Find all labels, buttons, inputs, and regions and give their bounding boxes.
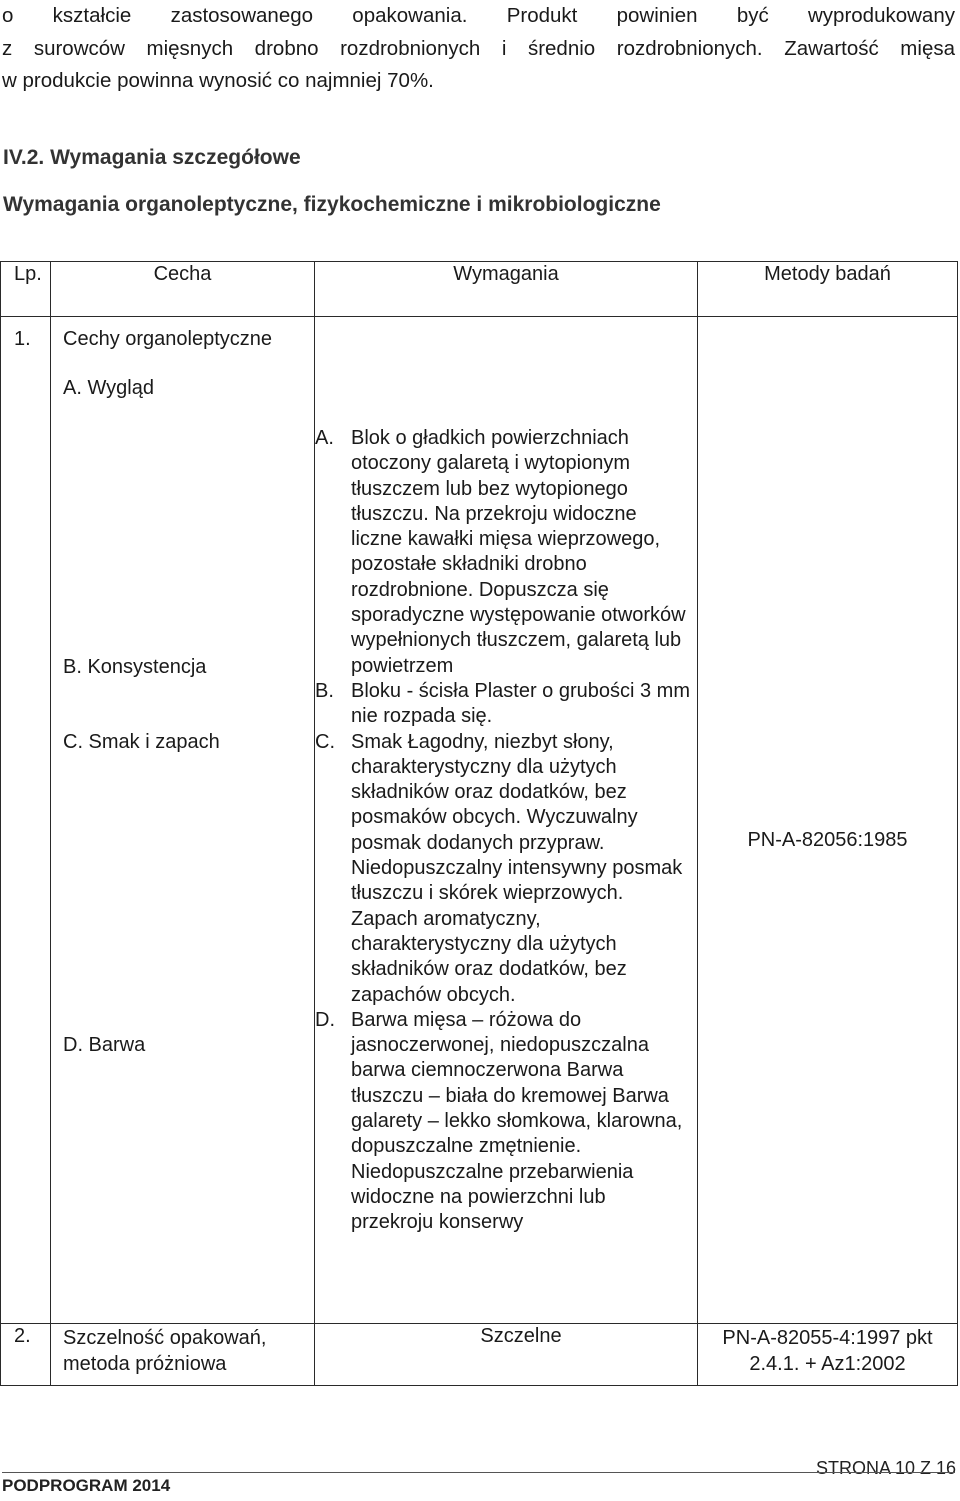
req-b-letter: B. — [315, 679, 334, 702]
feature-color: D. Barwa — [63, 1034, 146, 1057]
req-a-text: Blok o gładkich powierzchniach otoczony galaretą i wytopionym tłuszczem lub bez wytopionego tłuszczu. Na przekroju widoczne liczne kawałki mięsa wieprzowego, pozostałe składniki drobno rozdrobnione. Dopuszcza się sporadyczne występowanie otworków wypełnionych tłuszczem, galaretą lub powietrzem — [351, 427, 686, 677]
subsection-title: Wymagania organoleptyczne, fizykochemiczne i mikrobiologiczne — [3, 193, 661, 216]
intro-paragraph — [2, 0, 955, 98]
requirement-color — [315, 1008, 697, 1236]
row1-method: PN-A-82056:1985 — [698, 317, 958, 1324]
row1-cecha — [51, 317, 315, 1324]
row2-method: PN-A-82055-4:1997 pkt 2.4.1. + Az1:2002 — [698, 1324, 958, 1386]
header-wymagania: Wymagania — [315, 262, 698, 317]
intro-line-1: o kształcie zastosowanego opakowania. Produkt powinien być wyprodukowany — [2, 4, 955, 27]
section-title: IV.2. Wymagania szczegółowe — [3, 146, 301, 169]
req-a-letter: A. — [315, 427, 334, 449]
requirements-table — [0, 261, 958, 1386]
intro-line-2: z surowców mięsnych drobno rozdrobnionych i średnio rozdrobnionych. Zawartość mięsa — [2, 36, 955, 60]
row2-lp: 2. — [1, 1324, 51, 1386]
req-d-letter: D. — [315, 1008, 335, 1031]
table-header-row — [1, 262, 958, 317]
req-b-text: Bloku - ścisła Plaster o grubości 3 mm nie rozpada się. — [351, 679, 691, 728]
req-c-text: Smak Łagodny, niezbyt słony, charakterystyczny dla użytych składników oraz dodatków, bez posmaków obcych. Wyczuwalny posmak dodanych przypraw. Niedopuszczalny intensywny posmak tłuszczu i skórek wieprzowych. Zapach aromatyczny, charakterystyczny dla użytych składników oraz dodatków, bez zapachów obcych. — [351, 730, 683, 1006]
row2-requirements: Szczelne — [315, 1324, 698, 1386]
table-row — [1, 1324, 958, 1386]
req-d-text: Barwa mięsa – różowa do jasnoczerwonej, niedopuszczalna barwa ciemnoczerwona Barwa tłuszczu – biała do kremowej Barwa galarety – lekko słomkowa, klarowna, dopuszczalne zmętnienie. Niedopuszczalne przebarwienia widoczne na powierzchni lub przekroju konserwy — [351, 1008, 683, 1234]
req-c-letter: C. — [315, 730, 335, 753]
header-lp: Lp. — [1, 262, 51, 317]
footer-program: PODPROGRAM 2014 — [2, 1476, 171, 1495]
row1-cecha-title: Cechy organoleptyczne — [63, 328, 273, 350]
header-metody: Metody badań — [698, 262, 958, 317]
page-number: STRONA 10 Z 16 — [815, 1458, 956, 1478]
requirement-consistency — [315, 679, 697, 730]
requirement-appearance — [315, 426, 697, 679]
row2-cecha: Szczelność opakowań, metoda próżniowa — [51, 1324, 315, 1386]
row1-lp: 1. — [1, 317, 51, 1324]
feature-taste-smell: C. Smak i zapach — [63, 730, 220, 753]
header-cecha: Cecha — [51, 262, 315, 317]
intro-line-3: w produkcie powinna wynosić co najmniej 70%. — [2, 69, 434, 92]
feature-consistency: B. Konsystencja — [63, 655, 207, 678]
footer-divider — [2, 1472, 955, 1473]
table-row — [1, 317, 958, 1324]
requirement-taste-smell — [315, 730, 697, 1008]
feature-appearance: A. Wygląd — [63, 377, 154, 400]
row1-requirements — [315, 317, 698, 1324]
